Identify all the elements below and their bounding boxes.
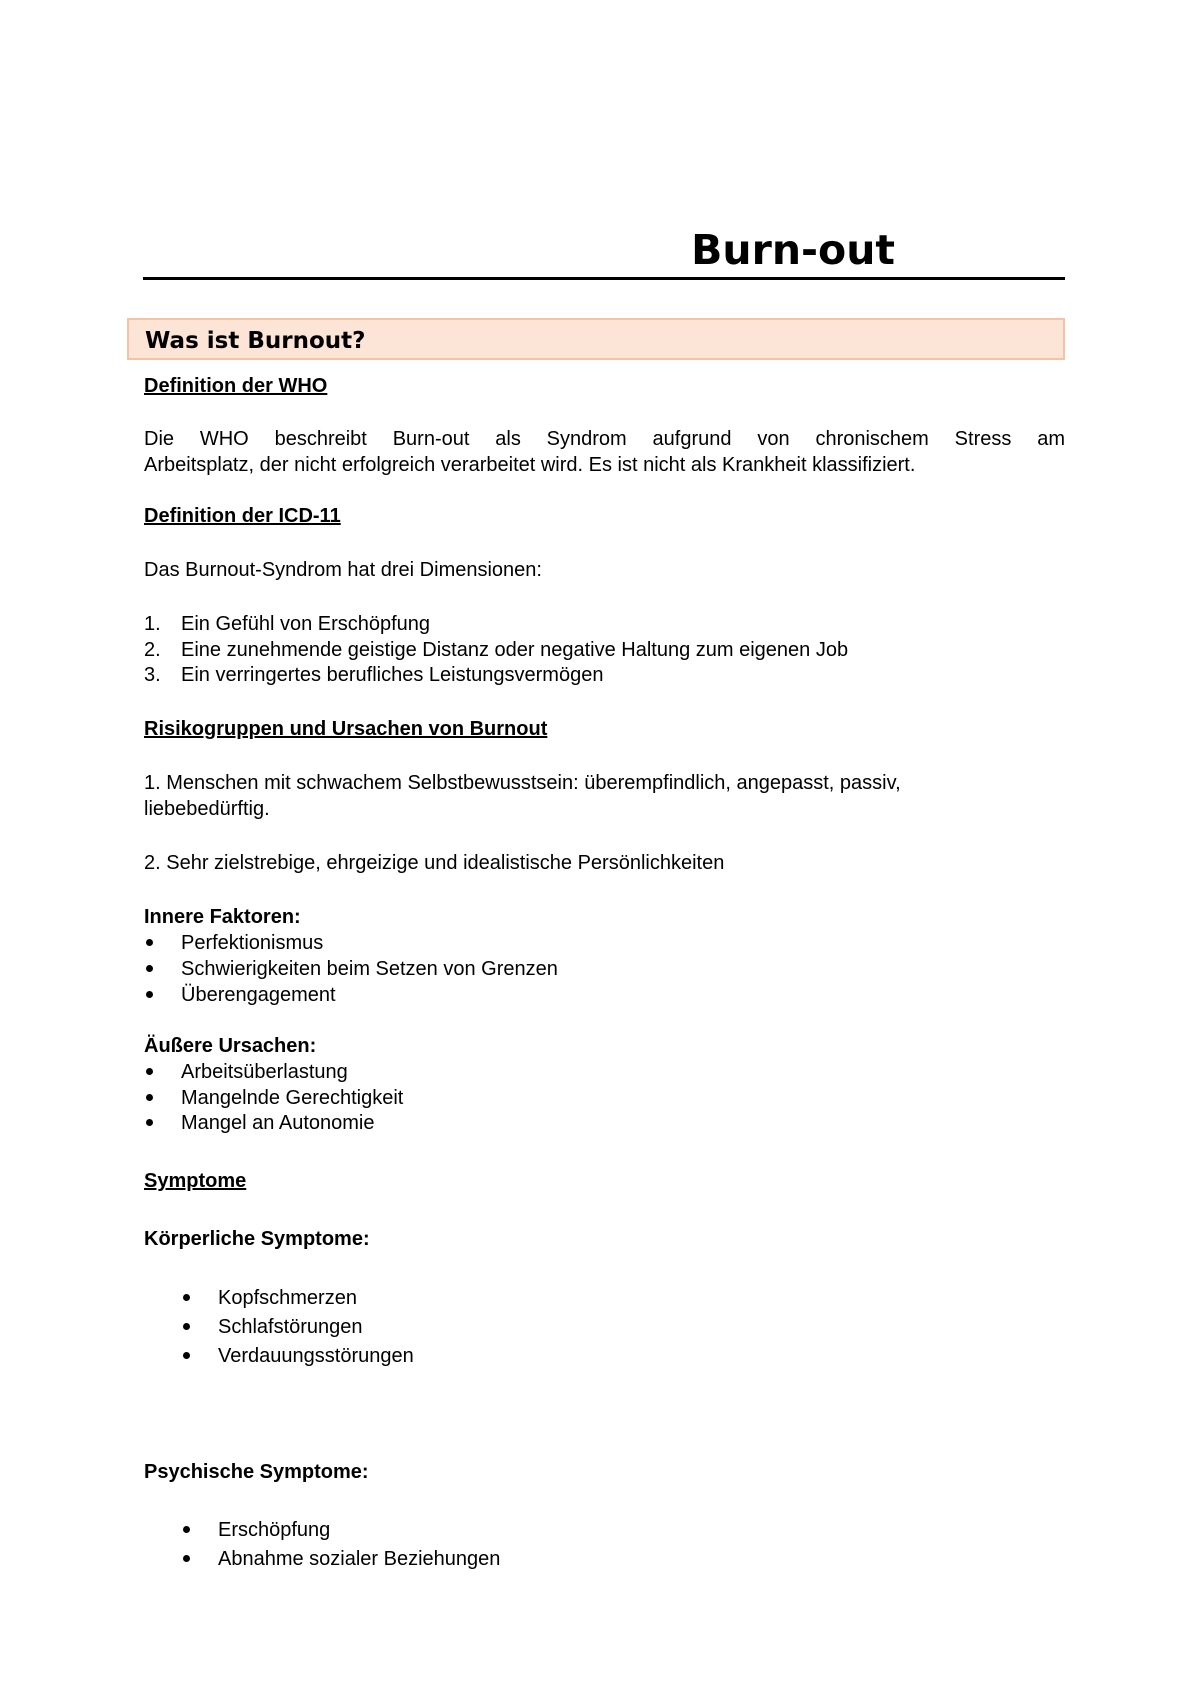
physical-symptoms-heading: Körperliche Symptome: — [144, 1228, 370, 1250]
bullet-icon — [146, 1119, 153, 1126]
bullet-icon — [183, 1294, 190, 1301]
document-title: Burn-out — [691, 226, 895, 274]
bullet-icon — [183, 1323, 190, 1330]
bullet-icon — [146, 1094, 153, 1101]
bullet-icon — [183, 1555, 190, 1562]
risk-item1-line2: liebebedürftig. — [144, 798, 270, 820]
list-item: Schwierigkeiten beim Setzen von Grenzen — [181, 958, 558, 980]
section-header-box — [127, 318, 1065, 360]
bullet-icon — [183, 1352, 190, 1359]
outer-causes-heading: Äußere Ursachen: — [144, 1035, 317, 1057]
icd-intro: Das Burnout-Syndrom hat drei Dimensionen: — [144, 559, 542, 581]
icd-heading: Definition der ICD-11 — [144, 505, 341, 527]
list-item: Schlafstörungen — [218, 1316, 363, 1338]
title-underline — [143, 277, 1065, 280]
list-item: Erschöpfung — [218, 1519, 331, 1541]
list-item: Ein Gefühl von Erschöpfung — [181, 613, 431, 635]
risk-item2: 2. Sehr zielstrebige, ehrgeizige und idealistische Persönlichkeiten — [144, 852, 725, 874]
risk-heading: Risikogruppen und Ursachen von Burnout — [144, 718, 548, 740]
list-item: Eine zunehmende geistige Distanz oder negative Haltung zum eigenen Job — [181, 639, 849, 661]
bullet-icon — [183, 1526, 190, 1533]
list-item: Abnahme sozialer Beziehungen — [218, 1548, 501, 1570]
list-item: Überengagement — [181, 984, 336, 1006]
psychic-symptoms-heading: Psychische Symptome: — [144, 1461, 369, 1483]
list-item: Ein verringertes berufliches Leistungsvermögen — [181, 664, 604, 686]
list-item: Kopfschmerzen — [218, 1287, 357, 1309]
who-heading: Definition der WHO — [144, 375, 328, 397]
list-item: Arbeitsüberlastung — [181, 1061, 348, 1083]
bullet-icon — [146, 991, 153, 998]
list-item: Mangel an Autonomie — [181, 1112, 375, 1134]
symptoms-heading: Symptome — [144, 1170, 247, 1192]
list-item: Verdauungsstörungen — [218, 1345, 414, 1367]
risk-item1-line1: 1. Menschen mit schwachem Selbstbewusstsein: überempfindlich, angepasst, passiv, — [144, 772, 901, 794]
who-paragraph-line2: Arbeitsplatz, der nicht erfolgreich verarbeitet wird. Es ist nicht als Krankheit klassifiziert. — [144, 454, 916, 476]
list-item: Perfektionismus — [181, 932, 324, 954]
list-item-number: 2. — [144, 639, 161, 661]
who-paragraph-line1: Die WHO beschreibt Burn-out als Syndrom aufgrund von chronischem Stress am — [144, 428, 1065, 450]
inner-factors-heading: Innere Faktoren: — [144, 906, 301, 928]
bullet-icon — [146, 965, 153, 972]
list-item-number: 1. — [144, 613, 161, 635]
list-item-number: 3. — [144, 664, 161, 686]
list-item: Mangelnde Gerechtigkeit — [181, 1087, 404, 1109]
bullet-icon — [146, 1068, 153, 1075]
bullet-icon — [146, 939, 153, 946]
section-title: Was ist Burnout? — [145, 328, 366, 354]
